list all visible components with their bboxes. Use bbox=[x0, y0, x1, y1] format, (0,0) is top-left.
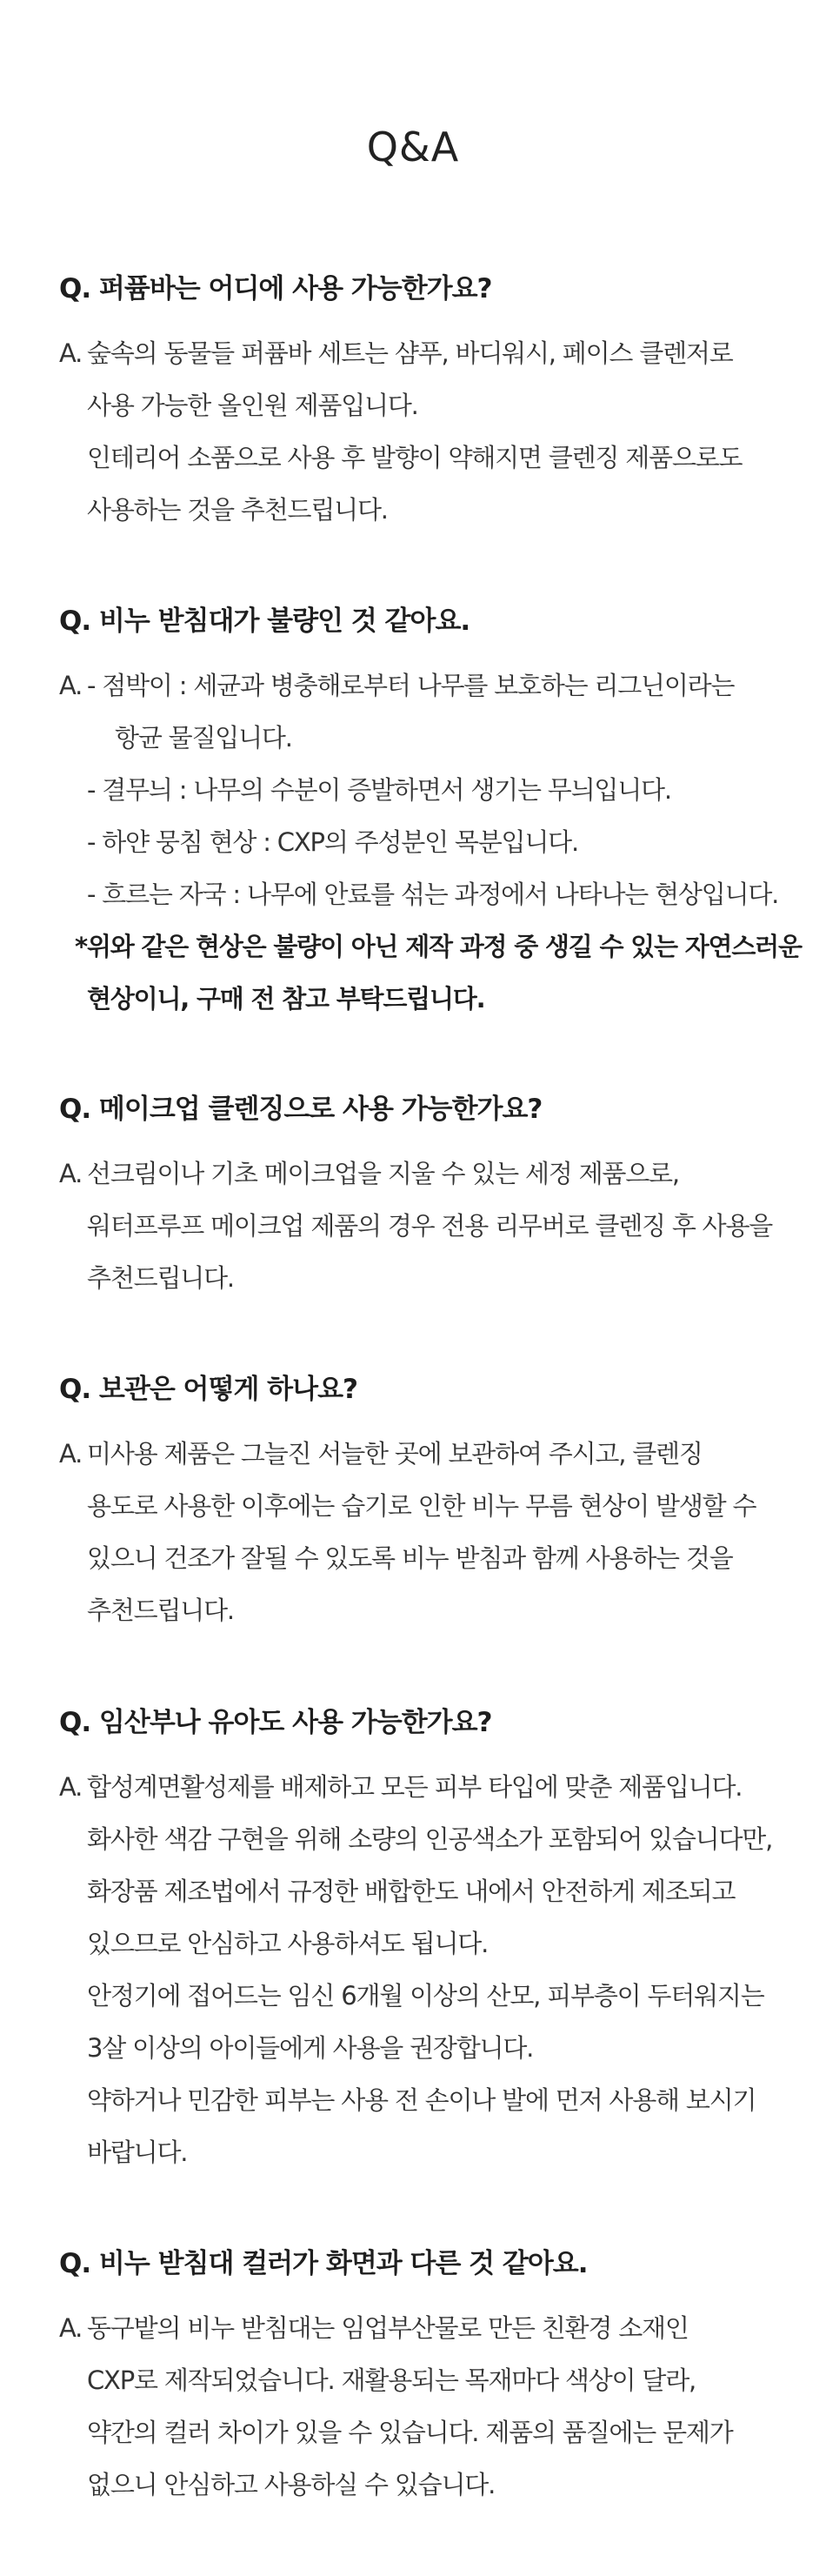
answer-line: 용도로 사용한 이후에는 습기로 인한 비누 무름 현상이 발생할 수 bbox=[87, 1491, 756, 1521]
answer-line: 동구밭의 비누 받침대는 임업부산물로 만든 친환경 소재인 bbox=[87, 2313, 689, 2343]
faq-answer bbox=[59, 659, 802, 1025]
answer-line: 인테리어 소품으로 사용 후 발향이 약해지면 클렌징 제품으로도 bbox=[87, 443, 743, 472]
faq-answer bbox=[59, 2302, 798, 2511]
faq-answer bbox=[59, 1147, 798, 1304]
answer-line: 화장품 제조법에서 규정한 배합한도 내에서 안전하게 제조되고 bbox=[87, 1877, 736, 1906]
faq-answer bbox=[59, 1428, 798, 1636]
answer-line: CXP로 제작되었습니다. 재활용되는 목재마다 색상이 달라, bbox=[87, 2365, 696, 2395]
answer-line: 바랍니다. bbox=[87, 2138, 188, 2167]
answer-line: 있으므로 안심하고 사용하셔도 됩니다. bbox=[87, 1929, 489, 1958]
answer-prefix: A. bbox=[59, 1159, 83, 1188]
answer-prefix: A. bbox=[59, 1439, 83, 1469]
faq-item bbox=[59, 2246, 798, 2511]
faq-answer bbox=[59, 327, 798, 536]
faq-question: Q. 퍼퓸바는 어디에 사용 가능한가요? bbox=[59, 273, 492, 304]
faq-question: Q. 메이크업 클렌징으로 사용 가능한가요? bbox=[59, 1094, 543, 1125]
answer-line: 추천드립니다. bbox=[87, 1596, 234, 1625]
faq-question: Q. 비누 받침대 컬러가 화면과 다른 것 같아요. bbox=[59, 2248, 588, 2279]
faq-item bbox=[59, 1092, 798, 1304]
answer-line: - 결무늬 : 나무의 수분이 증발하면서 생기는 무늬입니다. bbox=[87, 775, 671, 805]
answer-line: 미사용 제품은 그늘진 서늘한 곳에 보관하여 주시고, 클렌징 bbox=[87, 1439, 703, 1469]
page-title: Q&A bbox=[366, 124, 460, 171]
answer-line: 사용하는 것을 추천드립니다. bbox=[87, 495, 388, 525]
answer-line: 약간의 컬러 차이가 있을 수 있습니다. 제품의 품질에는 문제가 bbox=[87, 2418, 733, 2447]
answer-line: - 점박이 : 세균과 병충해로부터 나무를 보호하는 리그닌이라는 bbox=[87, 671, 735, 700]
faq-question: Q. 보관은 어떻게 하나요? bbox=[59, 1374, 358, 1405]
answer-line: 있으니 건조가 잘될 수 있도록 비누 받침과 함께 사용하는 것을 bbox=[87, 1543, 733, 1573]
answer-prefix: A. bbox=[59, 671, 83, 700]
answer-prefix: A. bbox=[59, 1772, 83, 1802]
answer-line: 없으니 안심하고 사용하실 수 있습니다. bbox=[87, 2470, 496, 2499]
faq-item bbox=[59, 604, 802, 1025]
answer-line: - 흐르는 자국 : 나무에 안료를 섞는 과정에서 나타나는 현상입니다. bbox=[87, 880, 779, 909]
answer-note: 현상이니, 구매 전 참고 부탁드립니다. bbox=[87, 984, 485, 1014]
answer-line: 3살 이상의 아이들에게 사용을 권장합니다. bbox=[87, 2033, 534, 2063]
answer-line: 사용 가능한 올인원 제품입니다. bbox=[87, 391, 418, 420]
answer-line: 항균 물질입니다. bbox=[115, 723, 292, 753]
answer-line: 워터프루프 메이크업 제품의 경우 전용 리무버로 클렌징 후 사용을 bbox=[87, 1211, 773, 1241]
answer-line: 화사한 색감 구현을 위해 소량의 인공색소가 포함되어 있습니다만, bbox=[87, 1824, 773, 1854]
answer-note: *위와 같은 현상은 불량이 아닌 제작 과정 중 생길 수 있는 자연스러운 bbox=[75, 932, 802, 961]
faq-answer bbox=[59, 1761, 798, 2178]
faq-item bbox=[59, 1372, 798, 1636]
faq-item bbox=[59, 1705, 798, 2178]
answer-prefix: A. bbox=[59, 2313, 83, 2343]
faq-item bbox=[59, 271, 798, 536]
answer-line: 약하거나 민감한 피부는 사용 전 손이나 발에 먼저 사용해 보시기 bbox=[87, 2085, 756, 2115]
faq-question: Q. 비누 받침대가 불량인 것 같아요. bbox=[59, 606, 470, 637]
answer-line: 안정기에 접어드는 임신 6개월 이상의 산모, 피부층이 두터워지는 bbox=[87, 1981, 764, 2011]
faq-question: Q. 임산부나 유아도 사용 가능한가요? bbox=[59, 1707, 492, 1738]
answer-line: 추천드립니다. bbox=[87, 1263, 234, 1293]
answer-line: - 하얀 뭉침 현상 : CXP의 주성분인 목분입니다. bbox=[87, 827, 579, 857]
answer-prefix: A. bbox=[59, 338, 83, 368]
answer-line: 선크림이나 기초 메이크업을 지울 수 있는 세정 제품으로, bbox=[87, 1159, 679, 1188]
answer-line: 숲속의 동물들 퍼퓸바 세트는 샴푸, 바디워시, 페이스 클렌저로 bbox=[87, 338, 733, 368]
answer-line: 합성계면활성제를 배제하고 모든 피부 타입에 맞춘 제품입니다. bbox=[87, 1772, 743, 1802]
